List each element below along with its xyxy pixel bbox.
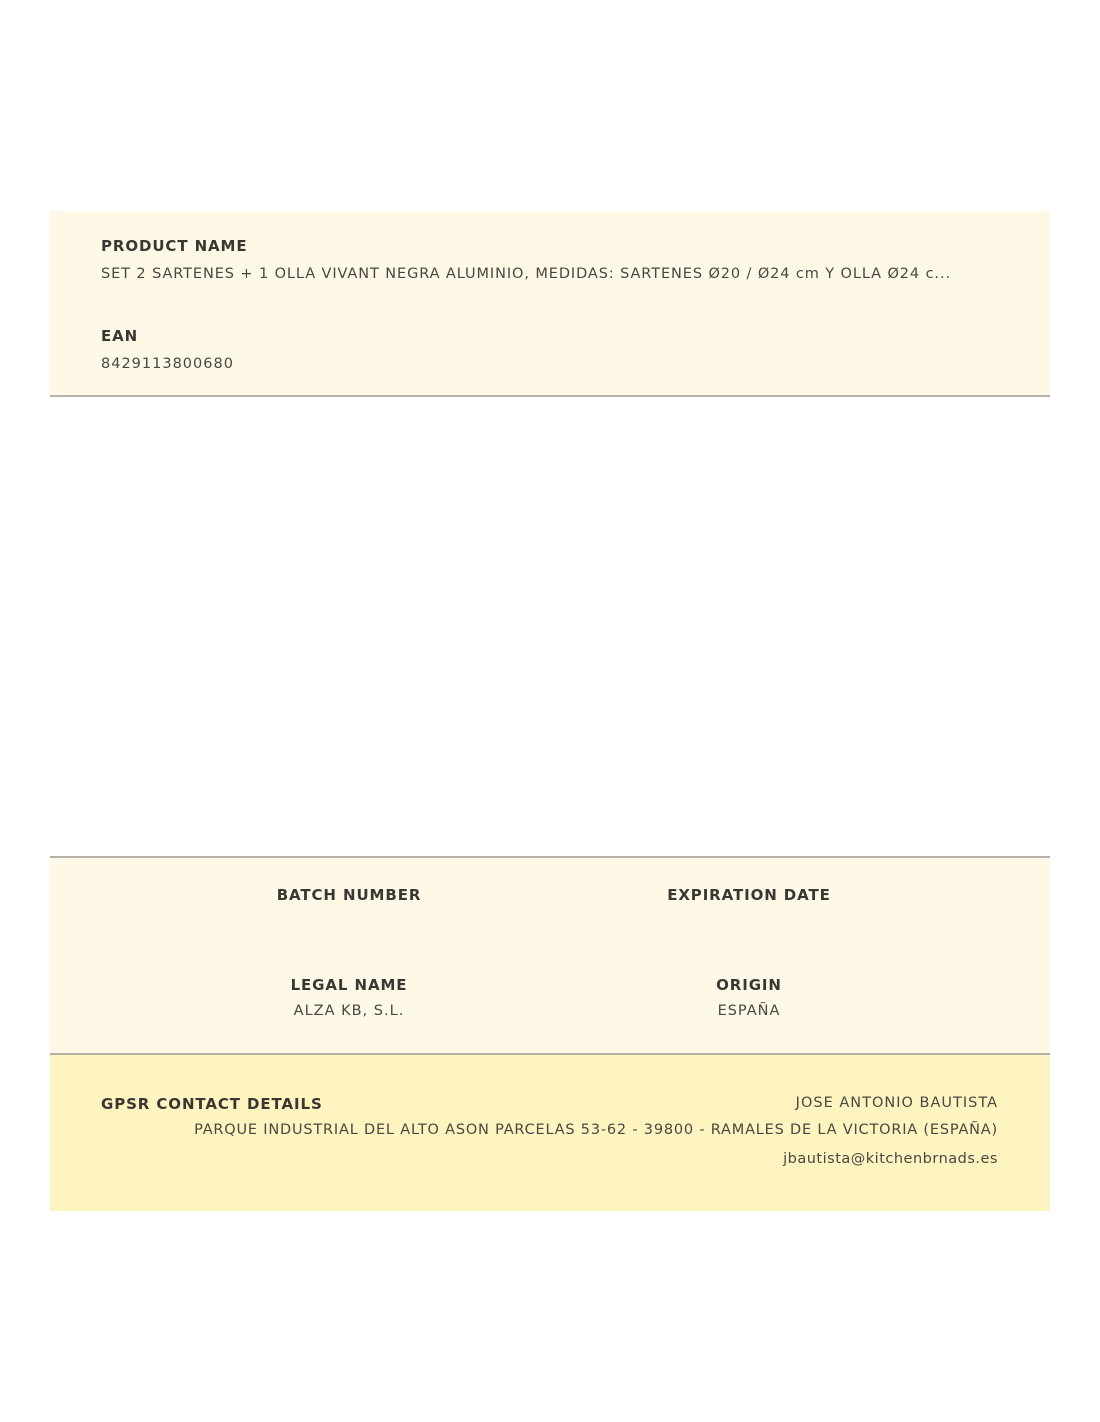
product-section <box>50 211 1050 397</box>
origin-label: ORIGIN <box>716 976 782 994</box>
origin-value: ESPAÑA <box>717 1003 781 1019</box>
ean-label: EAN <box>101 327 139 345</box>
expiration-date-label: EXPIRATION DATE <box>667 886 831 904</box>
origin-cell <box>549 976 949 1019</box>
legal-name-value: ALZA KB, S.L. <box>293 1003 405 1019</box>
product-name-value: SET 2 SARTENES + 1 OLLA VIVANT NEGRA ALUMINIO, MEDIDAS: SARTENES Ø20 / Ø24 cm Y OLLA Ø24 c... <box>101 266 951 282</box>
contact-address: PARQUE INDUSTRIAL DEL ALTO ASON PARCELAS 53-62 - 39800 - RAMALES DE LA VICTORIA (ESPAÑA) <box>194 1122 998 1138</box>
details-section <box>50 856 1050 1055</box>
contact-email[interactable]: jbautista@kitchenbrnads.es <box>783 1151 998 1167</box>
legal-name-label: LEGAL NAME <box>290 976 408 994</box>
gpsr-contact-label: GPSR CONTACT DETAILS <box>101 1095 323 1113</box>
batch-number-label: BATCH NUMBER <box>276 886 422 904</box>
expiration-date-cell <box>549 886 949 913</box>
gpsr-contact-section <box>50 1055 1050 1211</box>
batch-number-cell <box>149 886 549 913</box>
contact-name: JOSE ANTONIO BAUTISTA <box>795 1095 998 1111</box>
product-name-label: PRODUCT NAME <box>101 237 248 255</box>
legal-name-cell <box>149 976 549 1019</box>
ean-value: 8429113800680 <box>101 356 234 372</box>
